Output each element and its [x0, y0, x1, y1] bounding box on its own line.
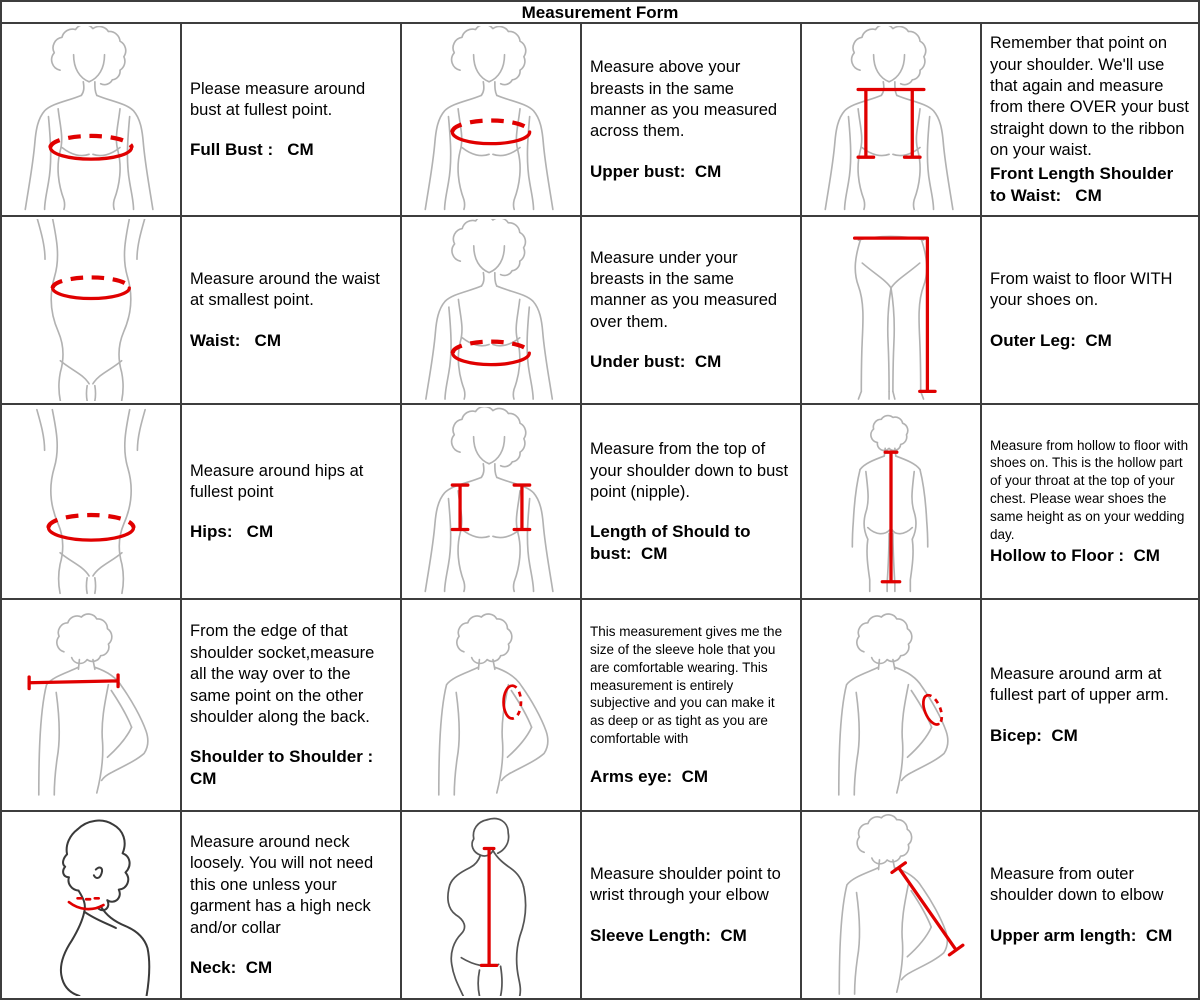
- shoulder-to-shoulder-text-cell: [182, 600, 402, 812]
- arms-eye-figure: [402, 600, 582, 812]
- arms-eye-label: Arms eye: CM: [590, 766, 709, 786]
- shoulder-to-shoulder-desc: From the edge of that shoulder socket,measure all the way over to the same point on the other shoulder along the back.: [190, 622, 379, 726]
- bicep-text-cell: [982, 600, 1198, 812]
- front-length-label: Front Length Shoulder to Waist: CM: [990, 164, 1178, 205]
- shoulder-to-bust-desc: Measure from the top of your shoulder down to bust point (nipple).: [590, 440, 793, 502]
- bicep-measure-mark: [920, 693, 946, 727]
- sleeve-length-text-cell: [582, 812, 802, 998]
- waist-desc: Measure around the waist at smallest point.: [190, 270, 385, 310]
- upper-arm-length-desc: Measure from outer shoulder down to elbow: [990, 865, 1164, 905]
- page-title: Measurement Form: [2, 2, 1198, 24]
- hollow-to-floor-text-cell: [982, 405, 1198, 600]
- front-length-text-cell: [982, 24, 1198, 217]
- neck-desc: Measure around neck loosely. You will not need this one unless your garment has a high neck and/or collar: [190, 832, 378, 937]
- shoulder-to-shoulder-figure: [2, 600, 182, 812]
- hollow-to-floor-desc: Measure from hollow to floor with shoes on. This is the hollow part of your throat at the top of your chest. Please wear shoes the same height as on your wedding day.: [990, 437, 1192, 542]
- sleeve-length-figure: [402, 812, 582, 998]
- bicep-figure: [802, 600, 982, 812]
- outer-leg-text-cell: [982, 217, 1198, 405]
- sleeve-length-label: Sleeve Length: CM: [590, 925, 747, 945]
- upper-bust-label: Upper bust: CM: [590, 161, 722, 181]
- hips-measure-mark: [48, 515, 133, 540]
- hollow-to-floor-label: Hollow to Floor : CM: [990, 546, 1160, 566]
- upper-bust-text-cell: [582, 24, 802, 217]
- full-bust-desc: Please measure around bust at fullest point.: [190, 79, 370, 119]
- under-bust-figure: [402, 217, 582, 405]
- waist-measure-mark: [53, 277, 130, 298]
- shoulder-to-bust-figure: [402, 405, 582, 600]
- shoulder-to-shoulder-label: Shoulder to Shoulder : CM: [190, 747, 378, 788]
- hips-label: Hips: CM: [190, 522, 274, 542]
- upper-bust-figure: [402, 24, 582, 217]
- full-bust-label: Full Bust : CM: [190, 140, 314, 160]
- upper-arm-length-figure: [802, 812, 982, 998]
- full-bust-text-cell: [182, 24, 402, 217]
- sleeve-length-desc: Measure shoulder point to wrist through your elbow: [590, 865, 786, 905]
- neck-text-cell: [182, 812, 402, 998]
- neck-measure-mark: [69, 898, 103, 909]
- arms-eye-text-cell: [582, 600, 802, 812]
- shoulder-to-shoulder-measure-mark: [29, 675, 118, 689]
- outer-leg-measure-mark: [855, 238, 935, 391]
- outer-leg-figure: [802, 217, 982, 405]
- arms-eye-desc: This measurement gives me the size of the sleeve hole that you are comfortable wearing. This measurement is entirely subjective and you can make it as deep or as tight as you are comfortable with: [590, 624, 786, 746]
- under-bust-text-cell: [582, 217, 802, 405]
- hollow-to-floor-figure: [802, 405, 982, 600]
- hollow-to-floor-measure-mark: [882, 452, 899, 582]
- under-bust-label: Under bust: CM: [590, 352, 722, 372]
- hips-text-cell: [182, 405, 402, 600]
- waist-figure: [2, 217, 182, 405]
- full-bust-figure: [2, 24, 182, 217]
- upper-bust-measure-mark: [452, 120, 529, 143]
- neck-label: Neck: CM: [190, 957, 273, 977]
- hips-desc: Measure around hips at fullest point: [190, 461, 368, 501]
- shoulder-to-bust-text-cell: [582, 405, 802, 600]
- front-length-desc: Remember that point on your shoulder. We'll use that again and measure from there OVER your bust straight down to the ribbon on your waist.: [990, 34, 1194, 160]
- sleeve-length-measure-mark: [481, 848, 496, 965]
- waist-text-cell: [182, 217, 402, 405]
- under-bust-measure-mark: [453, 342, 530, 365]
- shoulder-to-bust-label: Length of Should to bust: CM: [590, 522, 756, 563]
- front-length-figure: [802, 24, 982, 217]
- measurement-grid: [2, 24, 1198, 998]
- bicep-label: Bicep: CM: [990, 725, 1078, 745]
- hips-figure: [2, 405, 182, 600]
- upper-arm-length-text-cell: [982, 812, 1198, 998]
- upper-arm-length-label: Upper arm length: CM: [990, 925, 1173, 945]
- neck-figure: [2, 812, 182, 998]
- under-bust-desc: Measure under your breasts in the same manner as you measured over them.: [590, 248, 782, 331]
- outer-leg-label: Outer Leg: CM: [990, 330, 1112, 350]
- outer-leg-desc: From waist to floor WITH your shoes on.: [990, 270, 1178, 310]
- waist-label: Waist: CM: [190, 330, 281, 350]
- bicep-desc: Measure around arm at fullest part of upper arm.: [990, 665, 1169, 705]
- upper-bust-desc: Measure above your breasts in the same manner as you measured across them.: [590, 58, 782, 141]
